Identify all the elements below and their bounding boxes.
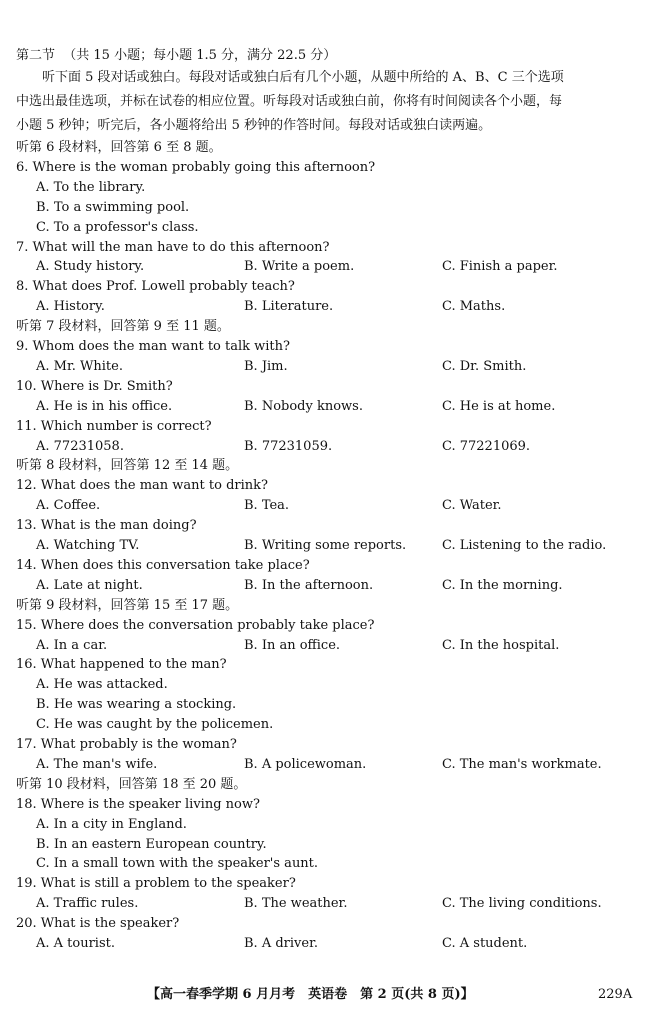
question-text: 10. Where is Dr. Smith? — [16, 378, 173, 394]
option-c: C. Listening to the radio. — [442, 538, 607, 553]
option-b: B. Nobody knows. — [244, 398, 363, 414]
instruction-line: 中选出最佳选项，并标在试卷的相应位置。听每段对话或独白前，你将有时间阅读各个小题，每 — [16, 94, 563, 109]
option-b: B. Literature. — [244, 299, 334, 315]
question-text: 15. Where does the conversation probably take place? — [16, 617, 375, 633]
option-b: B. To a swimming pool. — [36, 199, 190, 215]
question-text: 7. What will the man have to do this afternoon? — [16, 239, 330, 255]
option-b: B. In an office. — [244, 637, 341, 653]
section-title: 第二节 — [16, 48, 56, 63]
section-scoring: （共 15 小题；每小题 1.5 分，满分 22.5 分） — [63, 48, 337, 63]
option-a: A. A tourist. — [36, 936, 115, 951]
group-intro: 听第 8 段材料，回答第 12 至 14 题。 — [16, 458, 239, 474]
question-text: 13. What is the man doing? — [16, 518, 197, 534]
question-text: 12. What does the man want to drink? — [16, 478, 269, 494]
group-intro: 听第 10 段材料，回答第 18 至 20 题。 — [16, 776, 247, 792]
instruction-line: 小题 5 秒钟；听完后，各小题将给出 5 秒钟的作答时间。每段对话或独白读两遍。 — [16, 118, 492, 133]
instruction-line: 听下面 5 段对话或独白。每段对话或独白后有几个小题，从题中所给的 A、B、C 三个选项 — [42, 70, 564, 85]
option-c: C. Finish a paper. — [442, 259, 558, 275]
option-c: C. In the morning. — [442, 577, 563, 593]
option-b: B. In an eastern European country. — [36, 836, 267, 852]
option-c: C. He was caught by the policemen. — [36, 717, 274, 733]
option-c: C. 77221069. — [442, 438, 531, 454]
question-text: 11. Which number is correct? — [16, 418, 212, 434]
group-intro: 听第 6 段材料，回答第 6 至 8 题。 — [16, 140, 222, 155]
option-b: B. Jim. — [244, 358, 288, 374]
option-c: C. Water. — [442, 498, 502, 514]
question-text: 16. What happened to the man? — [16, 657, 227, 673]
question-text: 19. What is still a problem to the speaker? — [16, 876, 296, 892]
option-b: B. In the afternoon. — [244, 577, 374, 593]
option-c: C. Dr. Smith. — [442, 358, 527, 374]
option-a: A. He was attacked. — [36, 677, 168, 693]
option-a: A. Mr. White. — [36, 358, 123, 374]
option-b: B. A policewoman. — [244, 756, 367, 772]
option-c: C. He is at home. — [442, 398, 556, 414]
option-a: A. He is in his office. — [36, 398, 173, 414]
question-text: 6. Where is the woman probably going this afternoon? — [16, 159, 376, 175]
option-a: A. Coffee. — [36, 498, 101, 514]
option-a: A. In a car. — [36, 637, 108, 653]
option-b: B. A driver. — [244, 936, 318, 951]
question-text: 14. When does this conversation take place? — [16, 557, 310, 573]
option-c: C. A student. — [442, 936, 528, 951]
option-b: B. 77231059. — [244, 438, 333, 454]
option-a: A. To the library. — [36, 179, 146, 195]
option-a: A. Watching TV. — [36, 538, 140, 553]
option-c: C. To a professor's class. — [36, 219, 199, 235]
option-b: B. Write a poem. — [244, 259, 355, 275]
option-b: B. The weather. — [244, 896, 348, 912]
page-footer — [0, 985, 648, 1005]
option-c: C. In the hospital. — [442, 637, 560, 653]
option-b: B. Tea. — [244, 498, 290, 514]
question-text: 20. What is the speaker? — [16, 916, 180, 932]
option-b: B. Writing some reports. — [244, 538, 407, 553]
option-a: A. History. — [36, 299, 105, 315]
option-a: A. Traffic rules. — [36, 896, 139, 912]
group-intro: 听第 7 段材料，回答第 9 至 11 题。 — [16, 319, 230, 335]
question-text: 8. What does Prof. Lowell probably teach? — [16, 279, 295, 295]
question-text: 18. Where is the speaker living now? — [16, 796, 260, 812]
option-a: A. The man's wife. — [36, 756, 158, 772]
footer-title: 【高一春季学期 6 月月考 英语卷 第 2 页(共 8 页)】 — [147, 987, 474, 1002]
question-text: 9. Whom does the man want to talk with? — [16, 339, 290, 354]
option-c: C. The man's workmate. — [442, 756, 602, 772]
section-heading — [16, 46, 336, 66]
footer-code: 229A — [598, 987, 633, 1002]
option-c: C. In a small town with the speaker's aunt. — [36, 856, 319, 872]
option-a: A. In a city in England. — [36, 816, 187, 832]
option-c: C. The living conditions. — [442, 896, 602, 912]
option-c: C. Maths. — [442, 299, 506, 315]
option-b: B. He was wearing a stocking. — [36, 697, 237, 713]
option-a: A. 77231058. — [36, 438, 124, 454]
option-a: A. Late at night. — [36, 577, 143, 593]
option-a: A. Study history. — [36, 259, 145, 275]
group-intro: 听第 9 段材料，回答第 15 至 17 题。 — [16, 597, 239, 613]
question-text: 17. What probably is the woman? — [16, 737, 237, 752]
